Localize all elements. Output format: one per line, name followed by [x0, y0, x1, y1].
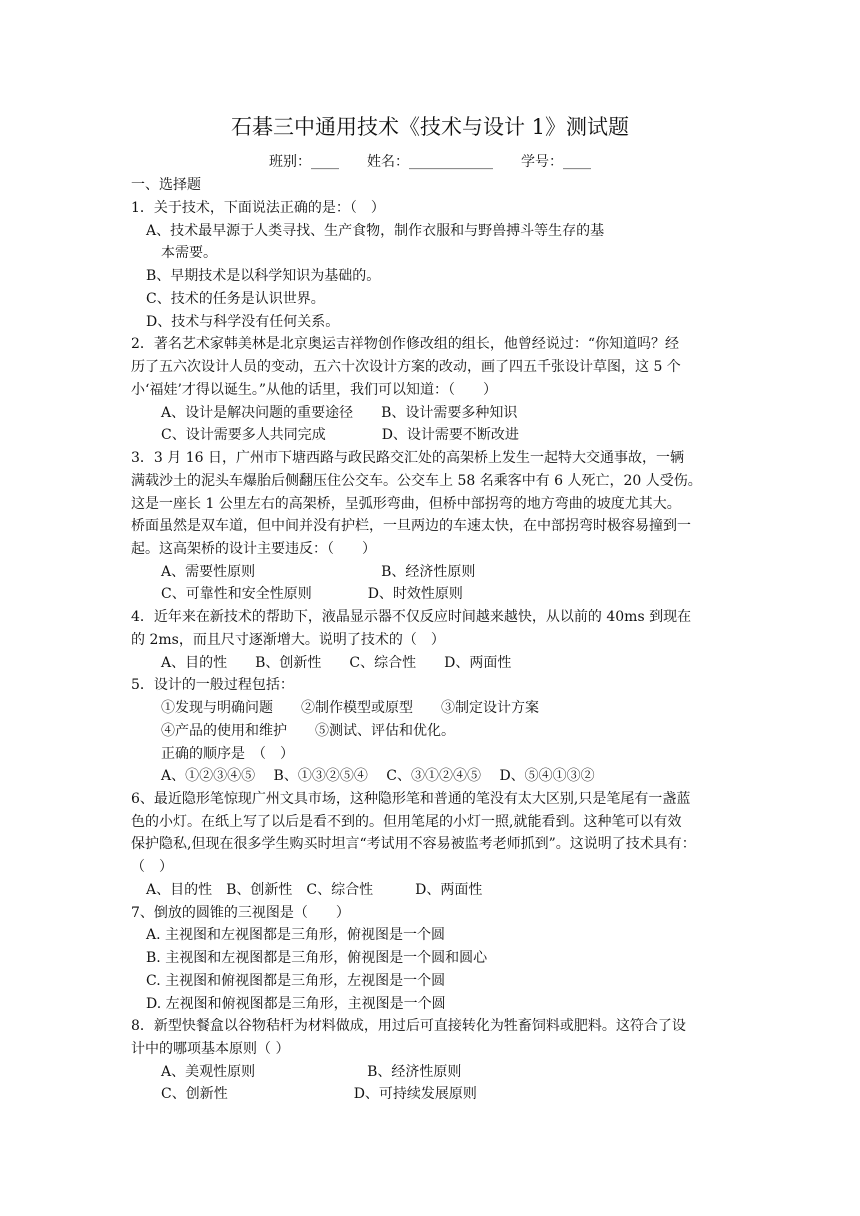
question-2-options-cd: C、设计需要多人共同完成 D、设计需要不断改进 [161, 427, 519, 443]
question-7-option-c: C. 主视图和俯视图都是三角形，左视图是一个圆 [146, 973, 446, 989]
question-7-option-a: A. 主视图和左视图都是三角形，俯视图是一个圆 [146, 927, 446, 943]
question-4-options: A、目的性 B、创新性 C、综合性 D、两面性 [161, 655, 512, 671]
document-title: 石碁三中通用技术《技术与设计 1》测试题 [230, 115, 630, 139]
question-1-option-a-cont: 本需要。 [161, 245, 217, 261]
question-5-options: A、①②③④⑤ B、①③②⑤④ C、③①②④⑤ D、⑤④①③② [161, 768, 595, 784]
question-8-options-ab: A、美观性原则 B、经济性原则 [161, 1064, 462, 1080]
question-3-stem: 起。这高架桥的设计主要违反：（ ） [131, 541, 376, 557]
question-8-stem: 8．新型快餐盒以谷物秸杆为材料做成，用过后可直接转化为牲畜饲料或肥料。这符合了设 [131, 1018, 686, 1034]
question-3-stem: 3．3 月 16 日，广州市下塘西路与政民路交汇处的高架桥上发生一起特大交通事故，一辆 [131, 450, 684, 466]
question-5-prompt: 正确的顺序是 （ ） [161, 746, 294, 762]
question-1-stem: 1．关于技术，下面说法正确的是：（ ） [131, 200, 385, 216]
question-5-stem: 5．设计的一般过程包括： [131, 677, 294, 693]
question-8-stem: 计中的哪项基本原则（ ） [131, 1041, 290, 1057]
question-3-options-cd: C、可靠性和安全性原则 D、时效性原则 [161, 586, 463, 602]
question-8-options-cd: C、创新性 D、可持续发展原则 [161, 1086, 477, 1102]
question-1-option-d: D、技术与科学没有任何关系。 [146, 314, 340, 330]
section-heading: 一、选择题 [131, 177, 201, 193]
question-1-option-b: B、早期技术是以科学知识为基础的。 [146, 268, 381, 284]
question-1-option-c: C、技术的任务是认识世界。 [146, 291, 325, 307]
question-2-stem: 2．著名艺术家韩美林是北京奥运吉祥物创作修改组的组长，他曾经说过：“你知道吗？经 [131, 336, 680, 352]
question-1-option-a: A、技术最早源于人类寻找、生产食物，制作衣服和与野兽搏斗等生存的基 [146, 223, 605, 239]
question-6-stem: 保护隐私,但现在很多学生购买时坦言“考试用不容易被监考老师抓到”。这说明了技术具有： [131, 836, 696, 852]
question-5-steps: ④产品的使用和维护 ⑤测试、评估和优化。 [161, 723, 455, 739]
question-4-stem: 的 2ms，而且尺寸逐渐增大。说明了技术的（ ） [131, 632, 445, 648]
question-2-options-ab: A、设计是解决问题的重要途径 B、设计需要多种知识 [161, 405, 518, 421]
question-6-stem: 色的小灯。在纸上写了以后是看不到的。但用笔尾的小灯一照,就能看到。这种笔可以有效 [131, 814, 682, 830]
question-3-options-ab: A、需要性原则 B、经济性原则 [161, 564, 476, 580]
question-7-stem: 7、倒放的圆锥的三视图是（ ） [131, 905, 350, 921]
question-6-stem: 6、最近隐形笔惊现广州文具市场，这种隐形笔和普通的笔没有太大区别,只是笔尾有一盏蓝 [131, 791, 691, 807]
question-4-stem: 4．近年来在新技术的帮助下，液晶显示器不仅反应时间越来越快，从以前的 40ms 到现在 [131, 609, 692, 625]
question-3-stem: 桥面虽然是双车道，但中间并没有护栏，一旦两边的车速太快，在中部拐弯时极容易撞到一 [131, 518, 691, 534]
student-info-line: 班别：____ 姓名：____________ 学号：____ [269, 154, 591, 170]
question-7-option-b: B. 主视图和左视图都是三角形，俯视图是一个圆和圆心 [146, 950, 488, 966]
question-2-stem: 历了五六次设计人员的变动，五六十次设计方案的改动，画了四五千张设计草图，这 5 个 [131, 359, 681, 375]
question-3-stem: 满载沙土的泥头车爆胎后侧翻压住公交车。公交车上 58 名乘客中有 6 人死亡，20 人受伤。 [131, 473, 702, 489]
question-2-stem: 小‘福娃’才得以诞生。”从他的话里，我们可以知道：（ ） [131, 382, 498, 398]
question-5-steps: ①发现与明确问题 ②制作模型或原型 ③制定设计方案 [161, 700, 539, 716]
question-6-stem: （ ） [131, 859, 173, 875]
question-7-option-d: D. 左视图和俯视图都是三角形，主视图是一个圆 [146, 996, 446, 1012]
question-6-options: A、目的性 B、创新性 C、综合性 D、两面性 [146, 882, 483, 898]
question-3-stem: 这是一座长 1 公里左右的高架桥，呈弧形弯曲，但桥中部拐弯的地方弯曲的坡度尤其大。 [131, 496, 681, 512]
